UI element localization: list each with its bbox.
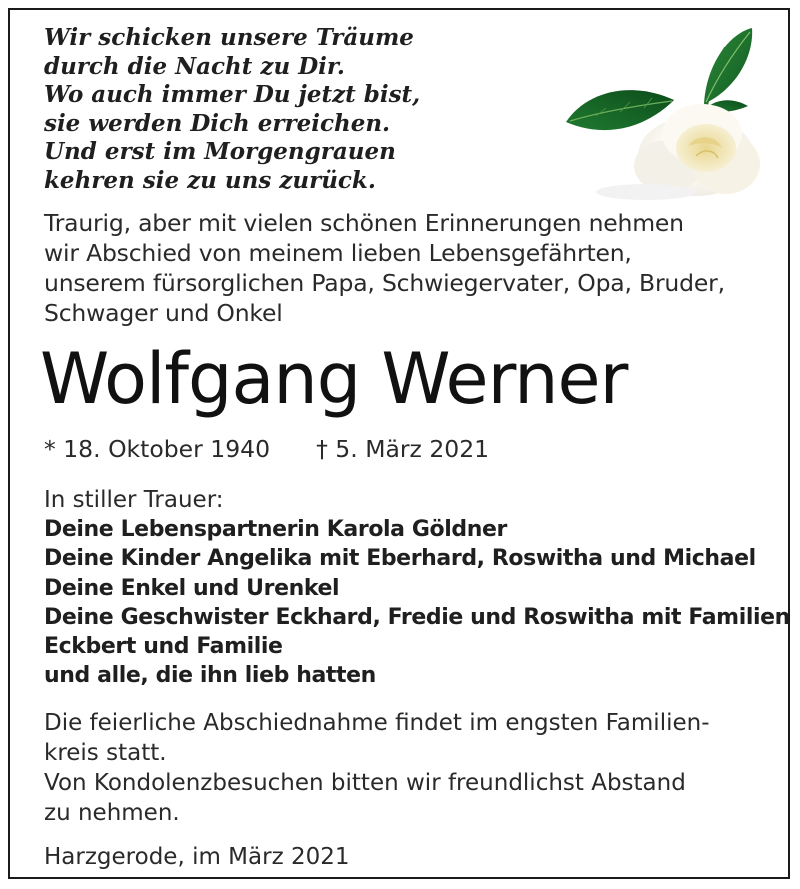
death-date: † 5. März 2021	[316, 435, 490, 463]
deceased-name: Wolfgang Werner	[40, 338, 628, 420]
poem-line: Wo auch immer Du jetzt bist,	[44, 81, 421, 108]
poem-line: Wir schicken unsere Träume	[44, 24, 414, 51]
poem	[44, 24, 420, 195]
white-rose-icon	[556, 16, 766, 202]
poem-line: durch die Nacht zu Dir.	[44, 52, 345, 80]
notice-line: Von Kondolenzbesuchen bitten wir freundlichst Abstand	[44, 770, 686, 796]
life-dates	[44, 434, 489, 464]
mourners	[44, 486, 790, 690]
notice-line: Die feierliche Abschiednahme findet im engsten Familien-	[44, 710, 710, 736]
poem-line: kehren sie zu uns zurück.	[44, 166, 376, 194]
poem-line: Und erst im Morgengrauen	[44, 138, 396, 165]
mourner-line: Deine Geschwister Eckhard, Fredie und Roswitha mit Familien	[44, 604, 790, 630]
poem-line: sie werden Dich erreichen.	[44, 109, 391, 137]
birth-date: * 18. Oktober 1940	[44, 435, 271, 463]
mourners-lead: In stiller Trauer:	[44, 487, 224, 513]
notice-line: kreis statt.	[44, 740, 167, 766]
place-date: Harzgerode, im März 2021	[44, 844, 350, 870]
mourner-line: und alle, die ihn lieb hatten	[44, 663, 376, 689]
intro-text	[44, 208, 725, 328]
mourner-line: Deine Kinder Angelika mit Eberhard, Roswitha und Michael	[44, 546, 756, 572]
mourner-line: Deine Enkel und Urenkel	[44, 575, 340, 601]
intro-line: unserem fürsorglichen Papa, Schwiegervater, Opa, Bruder,	[44, 269, 725, 297]
intro-line: Schwager und Onkel	[44, 299, 283, 327]
funeral-notice	[44, 708, 710, 828]
notice-line: zu nehmen.	[44, 800, 180, 826]
mourner-line: Deine Lebenspartnerin Karola Göldner	[44, 517, 507, 543]
intro-line: wir Abschied von meinem lieben Lebensgefährten,	[44, 239, 632, 267]
intro-line: Traurig, aber mit vielen schönen Erinnerungen nehmen	[44, 209, 684, 237]
mourner-line: Eckbert und Familie	[44, 634, 283, 660]
